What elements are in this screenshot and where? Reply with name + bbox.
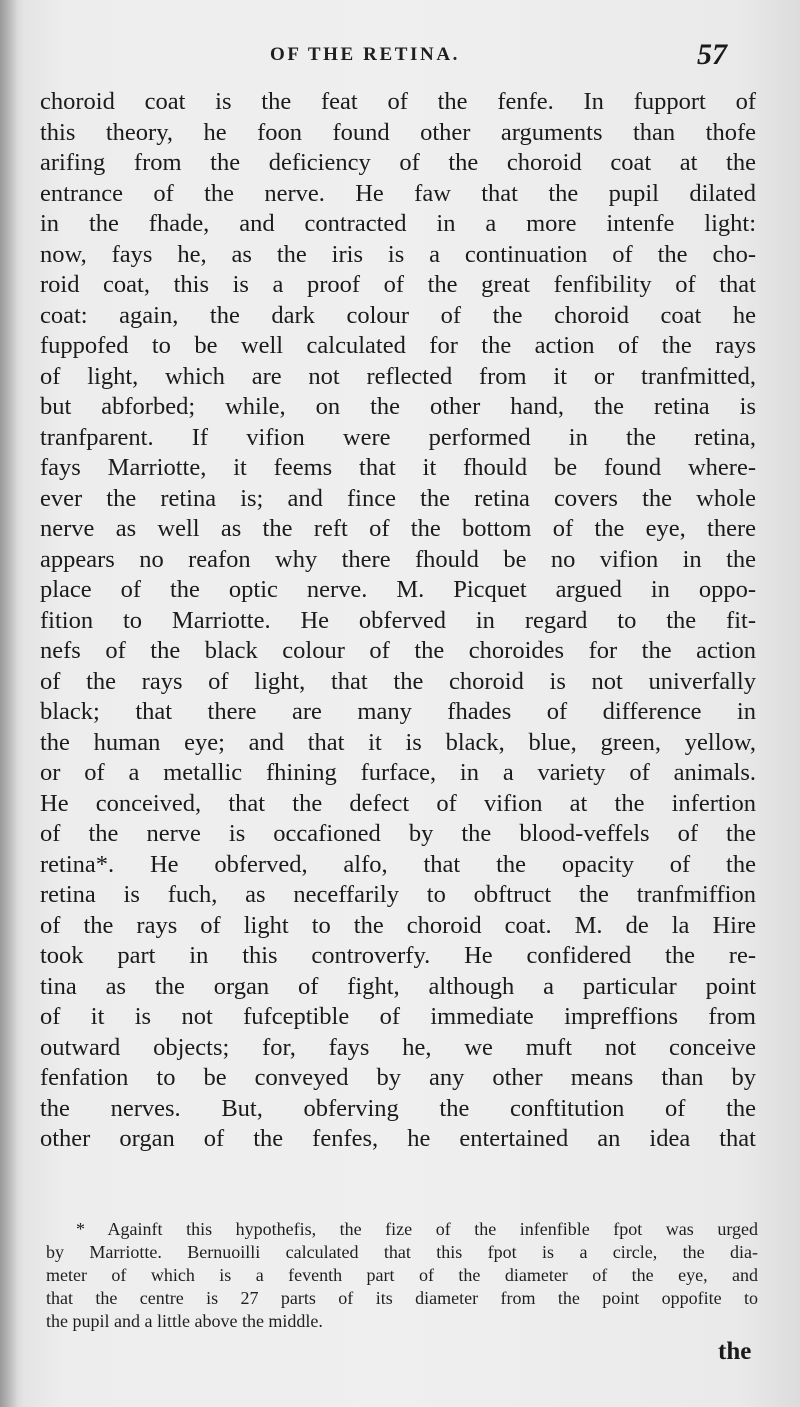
text-line: now, fays he, as the iris is a continuation of the cho- <box>40 240 756 268</box>
text-line: outward objects; for, fays he, we muft not conceive <box>40 1033 756 1061</box>
text-line: appears no reafon why there fhould be no vifion in the <box>40 545 756 573</box>
running-head: OF THE RETINA. <box>270 44 461 65</box>
text-line: the human eye; and that it is black, blue, green, yellow, <box>40 728 756 756</box>
footnote-line: meter of which is a feventh part of the diameter of the eye, and <box>46 1265 758 1285</box>
body-text <box>40 87 756 1155</box>
text-line: fuppofed to be well calculated for the action of the rays <box>40 332 756 359</box>
page-number: 57 <box>697 38 727 71</box>
text-line: arifing from the deficiency of the choroid coat at the <box>40 149 756 176</box>
text-line: He conceived, that the defect of vifion at the infertion <box>40 789 756 817</box>
text-line: tranfparent. If vifion were performed in the retina, <box>40 423 756 451</box>
footnote-line: * Againft this hypothefis, the fize of the infenfible fpot was urged <box>76 1219 758 1239</box>
catchword: the <box>718 1338 752 1365</box>
text-line: or of a metallic fhining furface, in a variety of animals. <box>40 759 756 786</box>
text-line: place of the optic nerve. M. Picquet argued in oppo- <box>40 576 756 603</box>
text-line: fays Marriotte, it feems that it fhould be found where- <box>40 454 756 481</box>
text-line: entrance of the nerve. He faw that the pupil dilated <box>40 179 756 207</box>
text-line: ever the retina is; and fince the retina covers the whole <box>40 484 756 512</box>
text-line: other organ of the fenfes, he entertained an idea that <box>40 1125 756 1152</box>
text-line: the nerves. But, obferving the conftitution of the <box>40 1094 756 1122</box>
text-line: of light, which are not reflected from it or tranfmitted, <box>40 362 756 390</box>
text-line: coat: again, the dark colour of the choroid coat he <box>40 301 756 329</box>
text-line: nerve as well as the reft of the bottom of the eye, there <box>40 515 756 542</box>
text-line: this theory, he foon found other arguments than thofe <box>40 118 756 146</box>
text-line: fenfation to be conveyed by any other means than by <box>40 1064 756 1091</box>
page-header <box>0 38 800 78</box>
text-line: fition to Marriotte. He obferved in regard to the fit- <box>40 606 756 634</box>
text-line: took part in this controverfy. He confidered the re- <box>40 942 756 969</box>
text-line: nefs of the black colour of the choroides for the action <box>40 637 756 664</box>
footnote-line: by Marriotte. Bernuoilli calculated that this fpot is a circle, the dia- <box>46 1242 758 1262</box>
footnote-line: that the centre is 27 parts of its diameter from the point oppofite to <box>46 1288 758 1308</box>
text-line: of the rays of light to the choroid coat. M. de la Hire <box>40 911 756 939</box>
text-line: retina*. He obferved, alfo, that the opacity of the <box>40 850 756 878</box>
text-line: roid coat, this is a proof of the great fenfibility of that <box>40 271 756 298</box>
gutter-shadow <box>0 0 18 1407</box>
text-line: of the nerve is occafioned by the blood-veffels of the <box>40 820 756 847</box>
text-line: tina as the organ of fight, although a particular point <box>40 972 756 1000</box>
text-line: black; that there are many fhades of difference in <box>40 698 756 725</box>
footnote-line: the pupil and a little above the middle. <box>46 1311 323 1331</box>
text-line: of the rays of light, that the choroid is not univerfally <box>40 667 756 695</box>
text-line: of it is not fufceptible of immediate impreffions from <box>40 1003 756 1030</box>
text-line: retina is fuch, as neceffarily to obftruct the tranfmiffion <box>40 881 756 908</box>
footnote <box>46 1218 758 1333</box>
text-line: choroid coat is the feat of the fenfe. In fupport of <box>40 88 756 115</box>
text-line: in the fhade, and contracted in a more intenfe light: <box>40 210 756 237</box>
text-line: but abforbed; while, on the other hand, the retina is <box>40 393 756 420</box>
